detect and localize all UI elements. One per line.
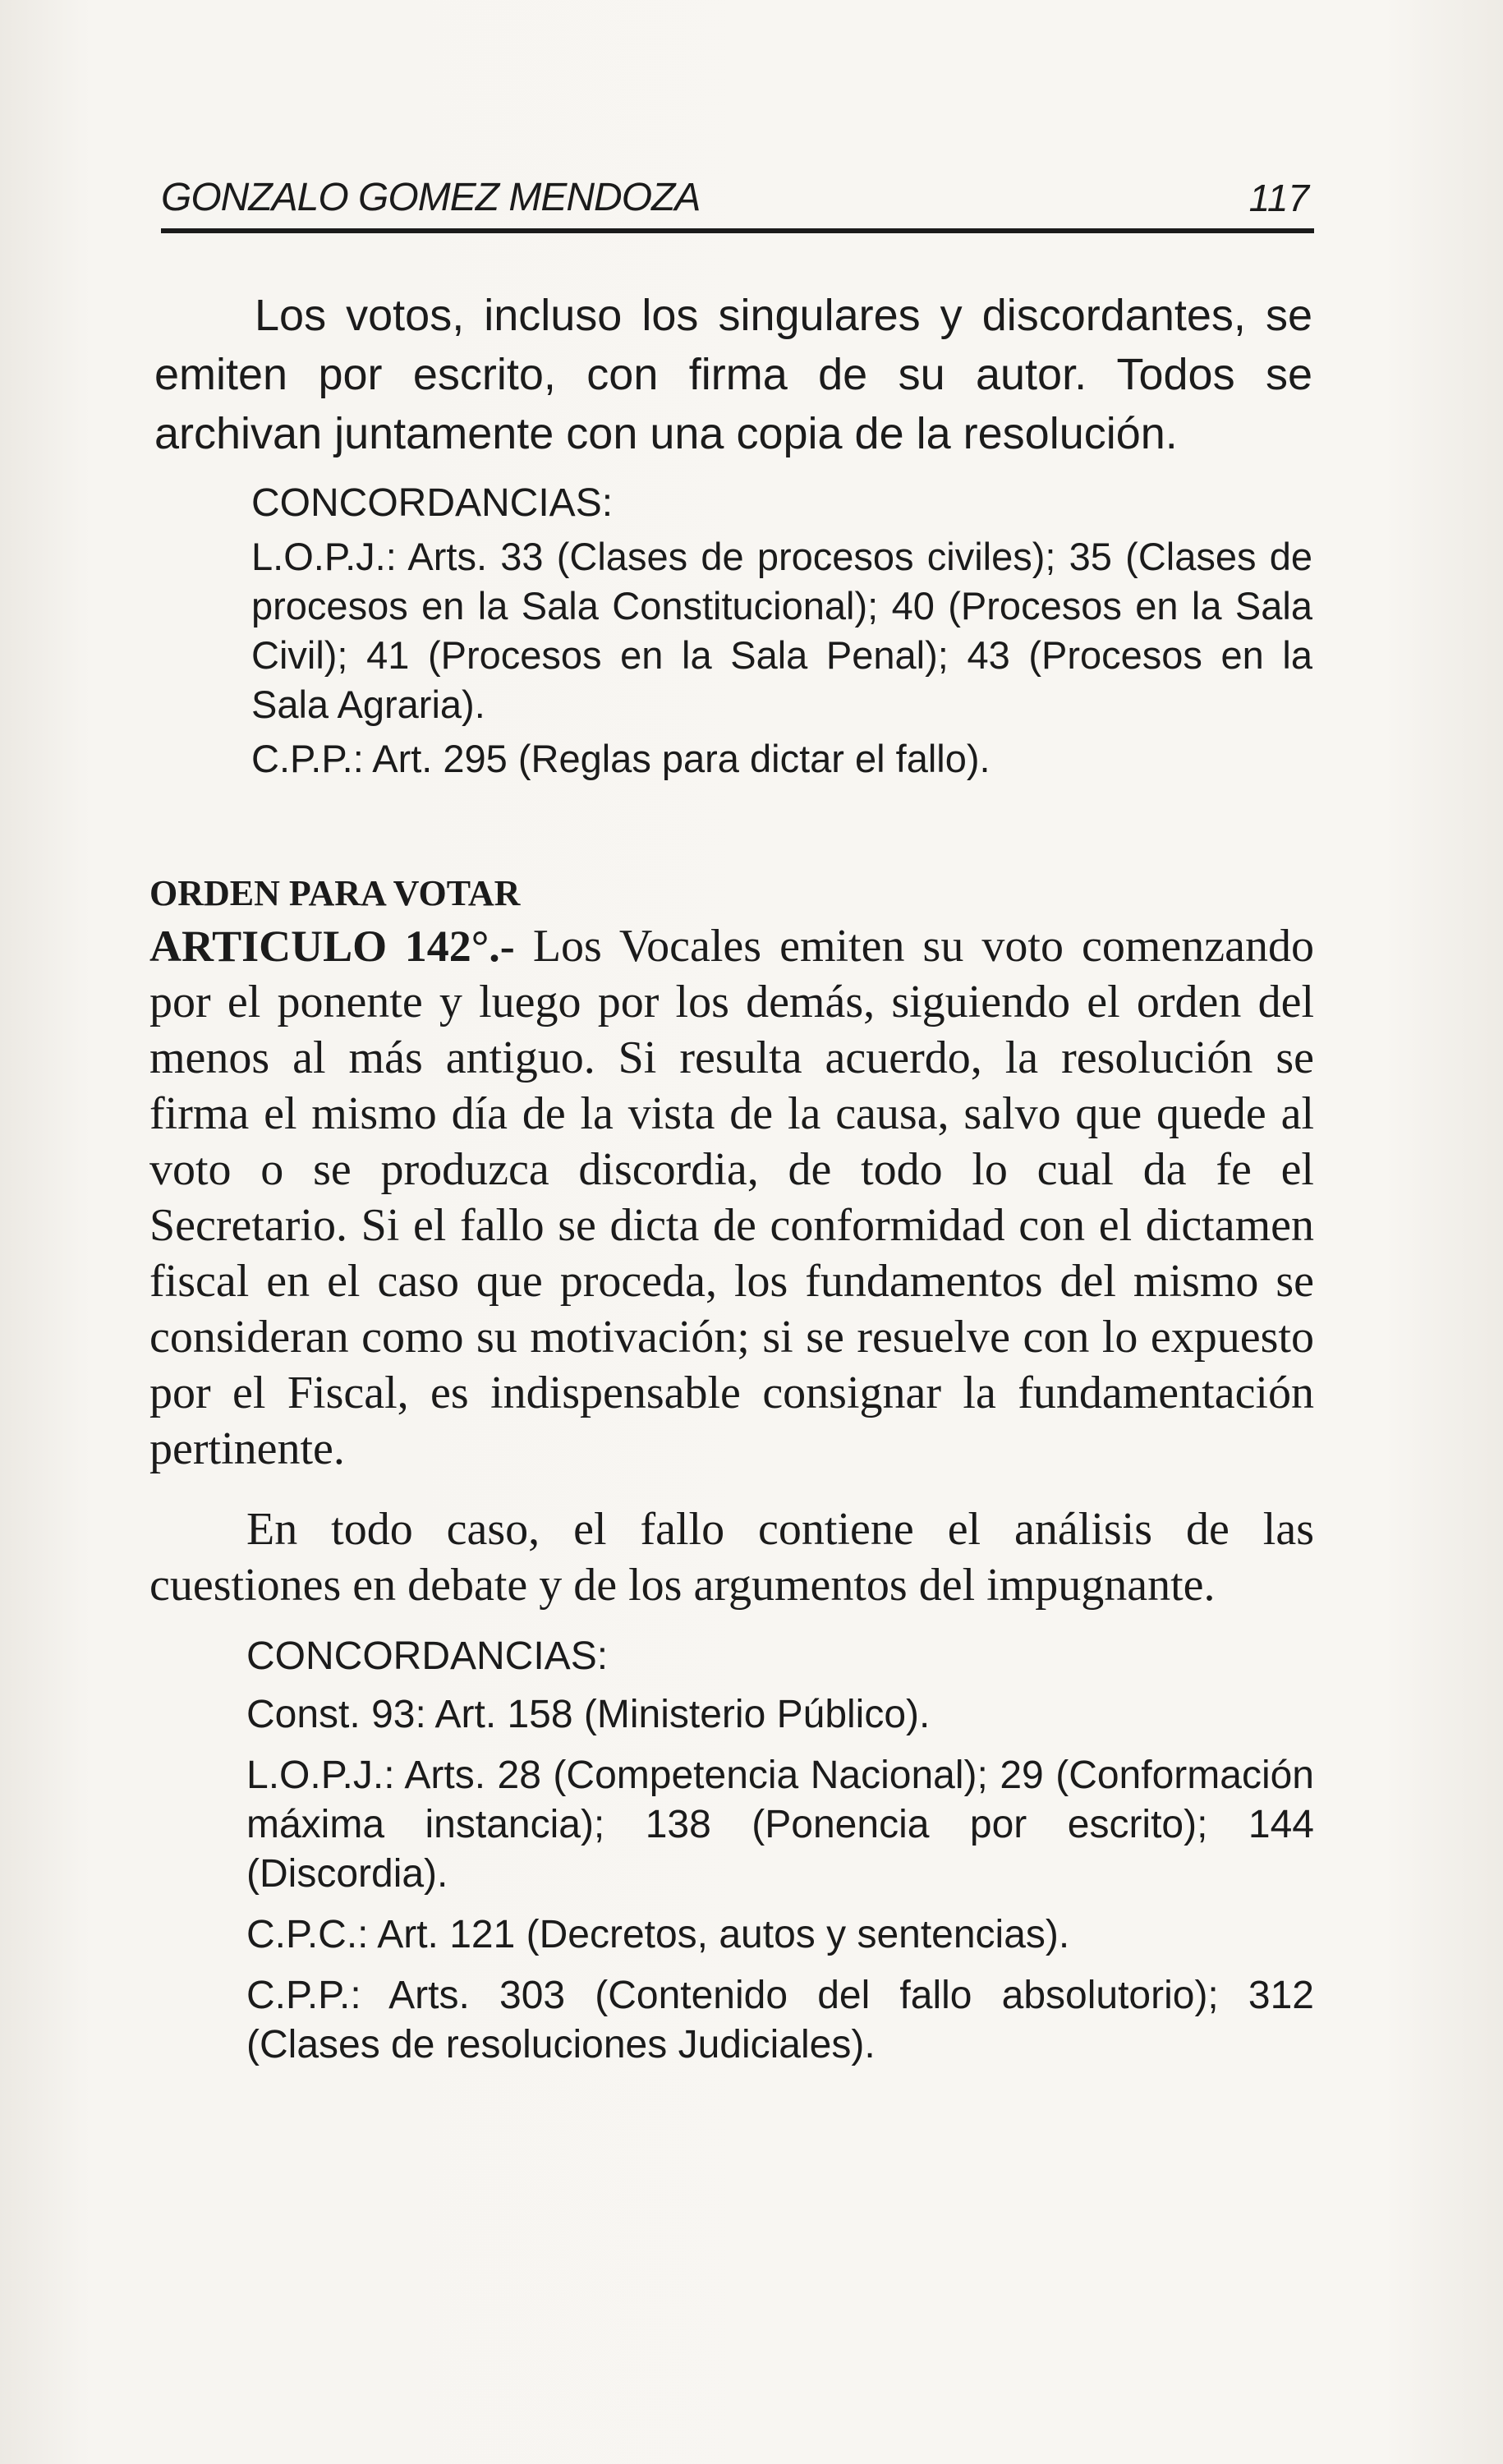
article-heading: ARTICULO 142°.-	[149, 922, 515, 971]
concordancias-title-1: CONCORDANCIAS:	[251, 481, 614, 525]
votes-paragraph: Los votos, incluso los singulares y discordantes, se emiten por escrito, con firma de su autor. Todos se archivan juntamente con una copia de la resolución.	[154, 291, 1312, 458]
concordancias-block-1	[251, 478, 1312, 784]
header-author: GONZALO GOMEZ MENDOZA	[161, 176, 701, 219]
concordancia-item: Const. 93: Art. 158 (Ministerio Público).	[246, 1693, 931, 1736]
running-header	[161, 171, 1314, 233]
concordancia-item: L.O.P.J.: Arts. 33 (Clases de procesos civiles); 35 (Clases de procesos en la Sala Constitucional); 40 (Procesos en la Sala Civil); 41 (Procesos en la Sala Penal); 43 (Procesos en la Sala Agraria).	[251, 535, 1312, 726]
concordancia-item: C.P.P.: Arts. 303 (Contenido del fallo absolutorio); 312 (Clases de resoluciones Judiciales).	[246, 1974, 1314, 2066]
concordancia-item: L.O.P.J.: Arts. 28 (Competencia Nacional); 29 (Conformación máxima instancia); 138 (Ponencia por escrito); 144 (Discordia).	[246, 1754, 1314, 1896]
article-block	[149, 869, 1314, 2081]
concordancia-item: C.P.C.: Art. 121 (Decretos, autos y sentencias).	[246, 1913, 1070, 1956]
analysis-paragraph: En todo caso, el fallo contiene el análisis de las cuestiones en debate y de los argumentos del impugnante.	[149, 1504, 1314, 1611]
article-text: Los Vocales emiten su voto comenzando por el ponente y luego por los demás, siguiendo el orden del menos al más antiguo. Si resulta acuerdo, la resolución se firma el mismo día de la vista de la causa, salvo que quede al voto o se produzca discordia, de todo lo cual da fe el Secretario. Si el fallo se dicta de conformidad con el dictamen fiscal en el caso que proceda, los fundamentos del mismo se consideran como su motivación; si se resuelve con lo expuesto por el Fiscal, es indispensable consignar la fundamentación pertinente.	[149, 921, 1314, 1474]
page-number: 117	[1248, 177, 1309, 219]
concordancias-title-2: CONCORDANCIAS:	[246, 1634, 609, 1678]
concordancias-block-2	[246, 1631, 1314, 2070]
article-142	[149, 918, 1314, 1477]
concordancia-item: C.P.P.: Art. 295 (Reglas para dictar el fallo).	[251, 737, 991, 780]
section-title: ORDEN PARA VOTAR	[149, 873, 521, 913]
top-block	[154, 286, 1312, 788]
